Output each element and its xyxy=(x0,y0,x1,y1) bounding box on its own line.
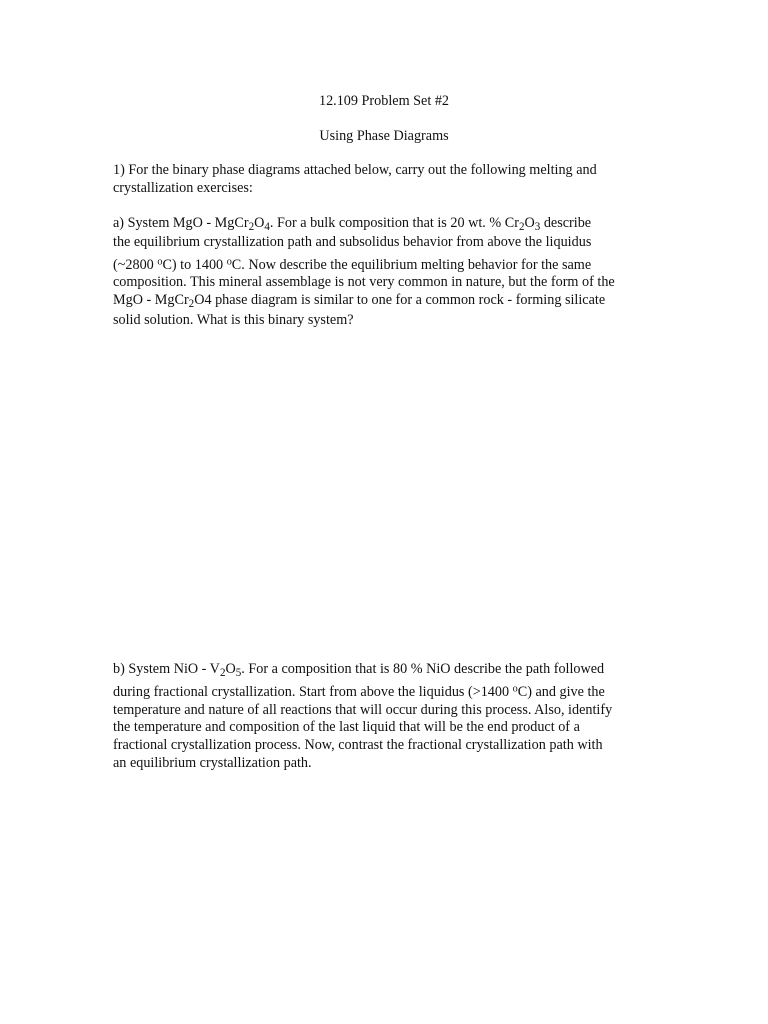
part-b-line-5: fractional crystallization process. Now, contrast the fractional crystallization path with xyxy=(113,737,603,753)
page-title: 12.109 Problem Set #2 xyxy=(318,93,450,109)
part-b-line-3: temperature and nature of all reactions that will occur during this process. Also, identify xyxy=(113,702,613,718)
part-b-line-6: an equilibrium crystallization path. xyxy=(113,755,312,771)
intro-line-2: crystallization exercises: xyxy=(113,180,253,196)
part-b-line-2: during fractional crystallization. Start from above the liquidus (>1400 $^o$C) and give the xyxy=(113,683,605,700)
page-subtitle: Using Phase Diagrams xyxy=(319,128,449,144)
part-a-line-4: composition. This mineral assemblage is not very common in nature, but the form of the xyxy=(113,274,615,290)
part-a-line-1: a) System MgO - $MgCr_2O_4$. For a bulk composition that is 20 wt. % $Cr_2O_3$ describe xyxy=(113,215,592,233)
part-a-line-3: (~2800 $^o$C) to 1400 $^o$C. Now describe the equilibrium melting behavior for the same xyxy=(113,256,592,273)
part-a-line-6: solid solution. What is this binary system? xyxy=(113,312,354,328)
part-b-line-4: the temperature and composition of the last liquid that will be the end product of a xyxy=(113,719,580,735)
part-a-line-2: the equilibrium crystallization path and subsolidus behavior from above the liquidus xyxy=(113,234,592,250)
intro-line-1: 1) For the binary phase diagrams attached below, carry out the following melting and xyxy=(113,162,597,178)
part-b-line-1: b) System NiO - $V_2O_5$. For a composition that is 80 % NiO describe the path followed xyxy=(113,661,605,679)
part-a-line-5: MgO - MgCr$_2$O4 phase diagram is similar to one for a common rock - forming silicate xyxy=(113,292,606,310)
